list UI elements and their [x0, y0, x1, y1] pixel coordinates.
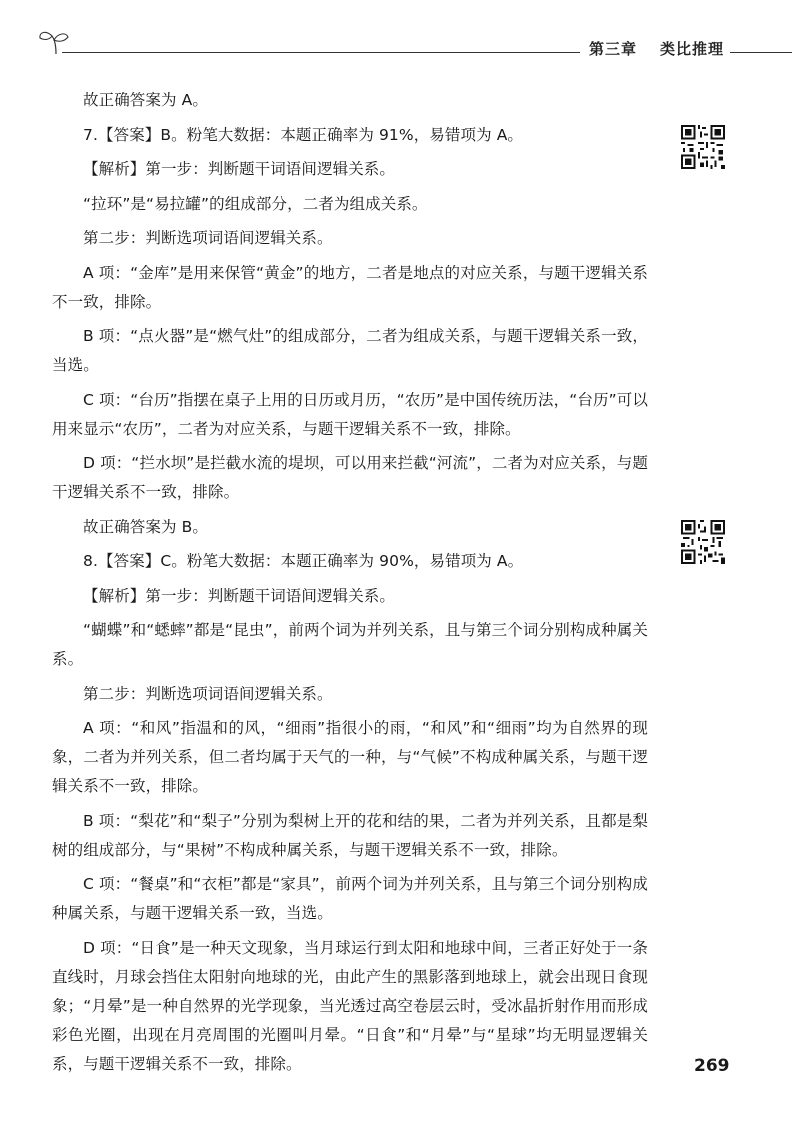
page-body [52, 86, 648, 1084]
paragraph: 第二步：判断选项词语间逻辑关系。 [83, 684, 333, 703]
header-rule-left [62, 52, 580, 53]
paragraph-answer-8: 8.【答案】C。粉笔大数据：本题正确率为 90%，易错项为 A。 [83, 552, 524, 570]
paragraph-option-a: A 项：“和风”指温和的风，“细雨”指很小的雨，“和风”和“细雨”均为自然界的现象，二者为并列关系，但二者均属于天气的一种，与“气候”不构成种属关系，与题干逻辑关系不一致，排除。 [52, 719, 648, 795]
paragraph-option-b: B 项：“梨花”和“梨子”分别为梨树上开的花和结的果，二者为并列关系，且都是梨树的组成部分，与“果树”不构成种属关系，与题干逻辑关系不一致，排除。 [52, 811, 648, 859]
paragraph-option-a: A 项：“金库”是用来保管“黄金”的地方，二者是地点的对应关系，与题干逻辑关系不一致，排除。 [52, 263, 648, 311]
paragraph-answer-7: 7.【答案】B。粉笔大数据：本题正确率为 91%，易错项为 A。 [83, 125, 524, 144]
paragraph-analysis: 【解析】第一步：判断题干词语间逻辑关系。 [83, 586, 396, 605]
header-rule-right [730, 52, 792, 53]
paragraph-option-c: C 项：“台历”指摆在桌子上用的日历或月历，“农历”是中国传统历法，“台历”可以用来显示“农历”，二者为对应关系，与题干逻辑关系不一致，排除。 [52, 390, 648, 438]
paragraph: 故正确答案为 A。 [83, 91, 208, 109]
paragraph-option-d: D 项：“拦水坝”是拦截水流的堤坝，可以用来拦截“河流”，二者为对应关系，与题干逻辑关系不一致，排除。 [52, 454, 648, 501]
paragraph-option-b: B 项：“点火器”是“燃气灶”的组成部分，二者为组成关系，与题干逻辑关系一致，当选。 [52, 327, 648, 374]
page-number: 269 [694, 1056, 730, 1076]
page-header [0, 28, 800, 68]
qr-code-icon[interactable] [681, 520, 725, 564]
paragraph-option-c: C 项：“餐桌”和“衣柜”都是“家具”，前两个词为并列关系，且与第三个词分别构成种属关系，与题干逻辑关系一致，当选。 [52, 875, 648, 922]
chapter-label: 第三章 [589, 40, 638, 58]
paragraph: 故正确答案为 B。 [83, 517, 208, 536]
qr-code-icon[interactable] [681, 125, 725, 169]
paragraph: “蝴蝶”和“蟋蟀”都是“昆虫”，前两个词为并列关系，且与第三个词分别构成种属关系。 [52, 621, 648, 668]
paragraph-option-d: D 项：“日食”是一种天文现象，当月球运行到太阳和地球中间，三者正好处于一条直线时，月球会挡住太阳射向地球的光，由此产生的黑影落到地球上，就会出现日食现象；“月晕”是一种自然界的光学现象，当光透过高空卷层云时，受冰晶折射作用而形成彩色光圈，出现在月亮周围的光圈叫月晕。“日食”和“月晕”与“星球”均无明显逻辑关系，与题干逻辑关系不一致，排除。 [52, 938, 648, 1073]
chapter-title: 类比推理 [660, 40, 725, 58]
paragraph: “拉环”是“易拉罐”的组成部分，二者为组成关系。 [83, 194, 428, 213]
paragraph-analysis: 【解析】第一步：判断题干词语间逻辑关系。 [83, 160, 396, 178]
paragraph: 第二步：判断选项词语间逻辑关系。 [83, 229, 333, 247]
